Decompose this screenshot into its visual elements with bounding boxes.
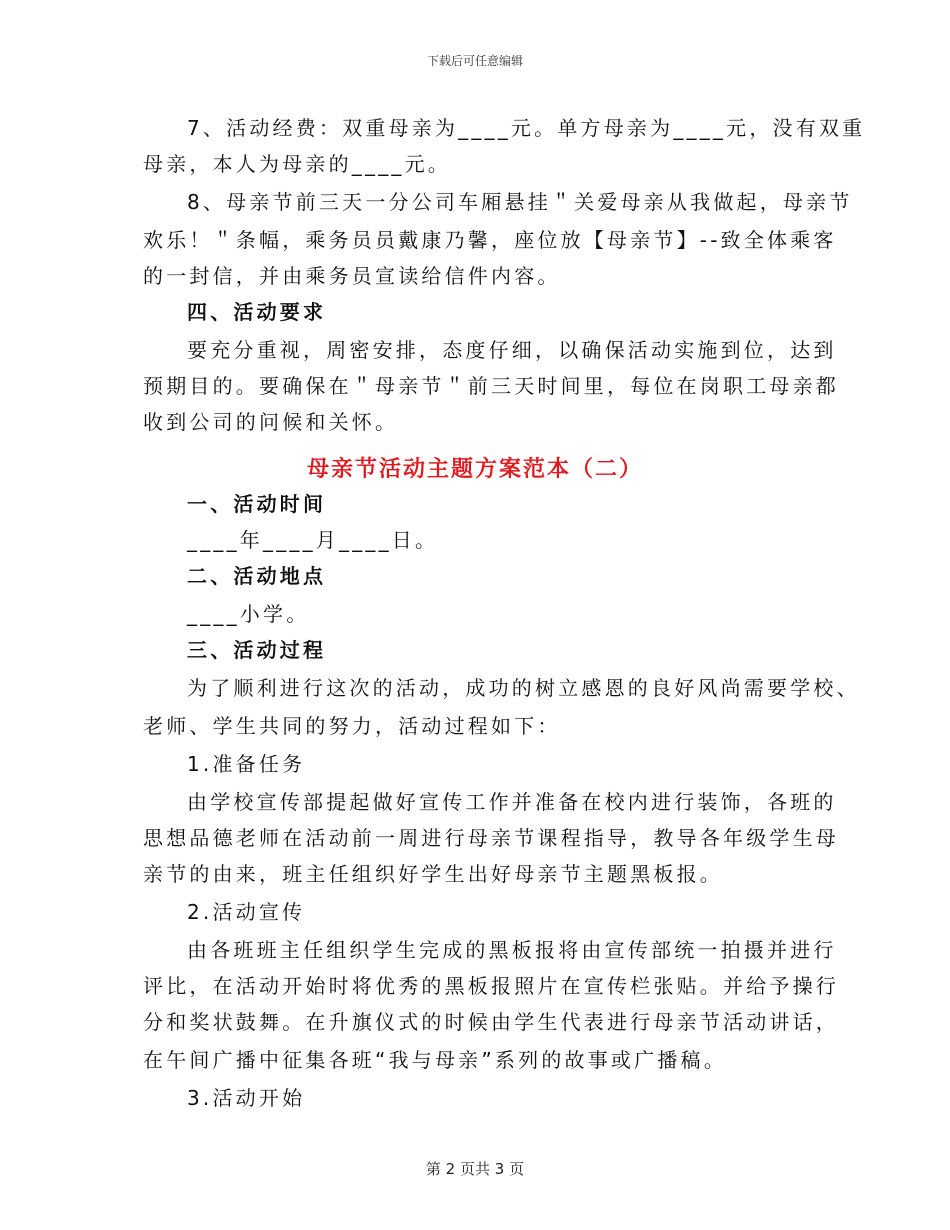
section-heading: 一、活动时间	[187, 492, 327, 516]
subsection-heading: 2.活动宣传	[187, 900, 306, 924]
paragraph-line: 亲节的由来，班主任组织好学生出好母亲节主题黑板报。	[143, 862, 723, 886]
document-title: 母亲节活动主题方案范本（二）	[306, 457, 643, 482]
paragraph-line: 老师、学生共同的努力，活动过程如下：	[143, 714, 561, 738]
paragraph-line: 分和奖状鼓舞。在升旗仪式的时候由学生代表进行母亲节活动讲话，	[143, 1010, 839, 1034]
paragraph-line: 思想品德老师在活动前一周进行母亲节课程指导，教导各年级学生母	[143, 826, 839, 850]
paragraph-line: 的一封信，并由乘务员宣读给信件内容。	[143, 264, 561, 288]
paragraph-line: 预期目的。要确保在＂母亲节＂前三天时间里，每位在岗职工母亲都	[143, 374, 839, 398]
paragraph-line: 要充分重视，周密安排，态度仔细，以确保活动实施到位，达到	[187, 338, 837, 362]
paragraph-line: 8、母亲节前三天一分公司车厢悬挂＂关爱母亲从我做起，母亲节	[187, 190, 853, 214]
paragraph-line: 欢乐！＂条幅，乘务员员戴康乃馨，座位放【母亲节】--致全体乘客	[143, 228, 837, 252]
paragraph-line: 母亲，本人为母亲的____元。	[143, 152, 451, 176]
paragraph-line: 收到公司的问候和关怀。	[143, 410, 399, 434]
page-header: 下载后可任意编辑	[426, 54, 523, 68]
page-footer: 第 2 页共 3 页	[425, 1160, 525, 1178]
paragraph-line: 在午间广播中征集各班“我与母亲”系列的故事或广播稿。	[143, 1048, 727, 1072]
section-heading: 四、活动要求	[187, 300, 327, 324]
paragraph-line: ____年____月____日。	[187, 528, 439, 552]
section-heading: 三、活动过程	[187, 638, 327, 662]
paragraph-line: 由各班班主任组织学生完成的黑板报将由宣传部统一拍摄并进行	[187, 938, 837, 962]
paragraph-line: ____小学。	[187, 602, 310, 626]
subsection-heading: 1.准备任务	[187, 752, 306, 776]
paragraph-line: 7、活动经费：双重母亲为____元。单方母亲为____元，没有双重	[187, 116, 866, 140]
subsection-heading: 3.活动开始	[187, 1086, 306, 1110]
paragraph-line: 为了顺利进行这次的活动，成功的树立感恩的良好风尚需要学校、	[187, 676, 860, 700]
paragraph-line: 评比，在活动开始时将优秀的黑板报照片在宣传栏张贴。并给予操行	[143, 974, 839, 998]
section-heading: 二、活动地点	[187, 564, 327, 588]
paragraph-line: 由学校宣传部提起做好宣传工作并准备在校内进行装饰，各班的	[187, 790, 837, 814]
